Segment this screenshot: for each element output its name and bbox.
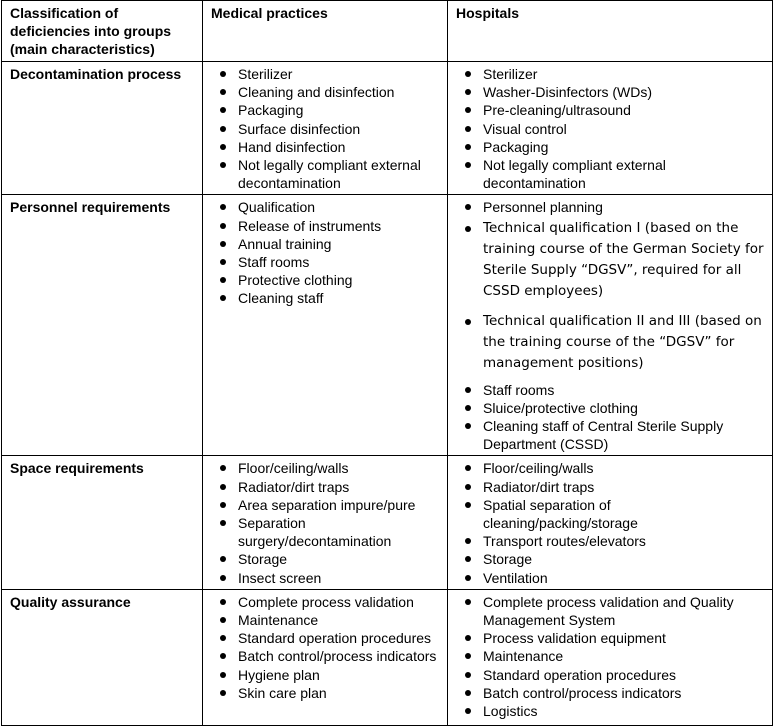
medical-list [211, 65, 439, 192]
list-item: Separation surgery/decontamination [228, 514, 439, 550]
list-item: Logistics [473, 702, 764, 720]
list-item: Staff rooms [473, 381, 764, 399]
list-item: Spatial separation of cleaning/packing/storage [473, 496, 764, 532]
list-item: Skin care plan [228, 684, 439, 702]
list-item: Technical qualification I (based on the training course of the German Society for Sterile Supply “DGSV”, required for all CSSD employees) [473, 218, 764, 302]
medical-cell [203, 195, 448, 456]
group-label: Decontamination process [2, 62, 203, 195]
list-item: Batch control/process indicators [228, 647, 439, 665]
list-item: Maintenance [228, 611, 439, 629]
list-item: Floor/ceiling/walls [473, 459, 764, 477]
list-item: Not legally compliant external decontamination [473, 156, 764, 192]
hospital-cell [448, 62, 773, 195]
list-item: Surface disinfection [228, 120, 439, 138]
deficiency-classification-table [1, 0, 773, 726]
list-item: Sterilizer [473, 65, 764, 83]
table-row-decontamination [2, 62, 773, 195]
header-medical-practices: Medical practices [203, 1, 448, 62]
hospital-list [456, 198, 764, 453]
header-hospitals: Hospitals [448, 1, 773, 62]
list-item: Storage [473, 550, 764, 568]
list-item: Qualification [228, 198, 439, 216]
table-row-space [2, 456, 773, 589]
medical-cell [203, 456, 448, 589]
list-item: Maintenance [473, 647, 764, 665]
hospital-cell [448, 195, 773, 456]
list-item: Sluice/protective clothing [473, 399, 764, 417]
hospital-list [456, 65, 764, 192]
hospital-cell [448, 589, 773, 725]
list-item: Transport routes/elevators [473, 532, 764, 550]
list-item: Staff rooms [228, 253, 439, 271]
hospital-list [456, 593, 764, 720]
list-item: Technical qualification II and III (based on the training course of the “DGSV” for management positions) [473, 311, 764, 374]
list-item: Annual training [228, 235, 439, 253]
list-item: Storage [228, 550, 439, 568]
group-label: Space requirements [2, 456, 203, 589]
header-classification: Classification of deficiencies into groups (main characteristics) [2, 1, 203, 62]
list-item: Complete process validation and Quality Management System [473, 593, 764, 629]
list-item: Packaging [473, 138, 764, 156]
hospital-cell [448, 456, 773, 589]
list-item: Cleaning staff of Central Sterile Supply Department (CSSD) [473, 417, 764, 453]
list-item: Washer-Disinfectors (WDs) [473, 83, 764, 101]
list-item: Sterilizer [228, 65, 439, 83]
list-item: Batch control/process indicators [473, 684, 764, 702]
medical-list [211, 459, 439, 586]
list-item: Protective clothing [228, 271, 439, 289]
list-item: Hand disinfection [228, 138, 439, 156]
hospital-list [456, 459, 764, 586]
list-item: Cleaning and disinfection [228, 83, 439, 101]
list-item: Not legally compliant external decontamination [228, 156, 439, 192]
table-row-personnel [2, 195, 773, 456]
list-item: Area separation impure/pure [228, 496, 439, 514]
medical-list [211, 198, 439, 307]
list-item: Standard operation procedures [473, 666, 764, 684]
medical-cell [203, 62, 448, 195]
medical-cell [203, 589, 448, 725]
list-item: Personnel planning [473, 198, 764, 216]
list-item: Insect screen [228, 569, 439, 587]
list-item: Hygiene plan [228, 666, 439, 684]
list-item: Ventilation [473, 569, 764, 587]
list-item: Pre-cleaning/ultrasound [473, 101, 764, 119]
list-item: Floor/ceiling/walls [228, 459, 439, 477]
list-item: Release of instruments [228, 217, 439, 235]
list-item: Standard operation procedures [228, 629, 439, 647]
header-row [2, 1, 773, 62]
list-item: Cleaning staff [228, 289, 439, 307]
group-label: Quality assurance [2, 589, 203, 725]
medical-list [211, 593, 439, 702]
list-item: Complete process validation [228, 593, 439, 611]
list-item: Radiator/dirt traps [473, 478, 764, 496]
list-item: Radiator/dirt traps [228, 478, 439, 496]
table-row-quality [2, 589, 773, 725]
list-item: Process validation equipment [473, 629, 764, 647]
list-item: Visual control [473, 120, 764, 138]
group-label: Personnel requirements [2, 195, 203, 456]
list-item: Packaging [228, 101, 439, 119]
